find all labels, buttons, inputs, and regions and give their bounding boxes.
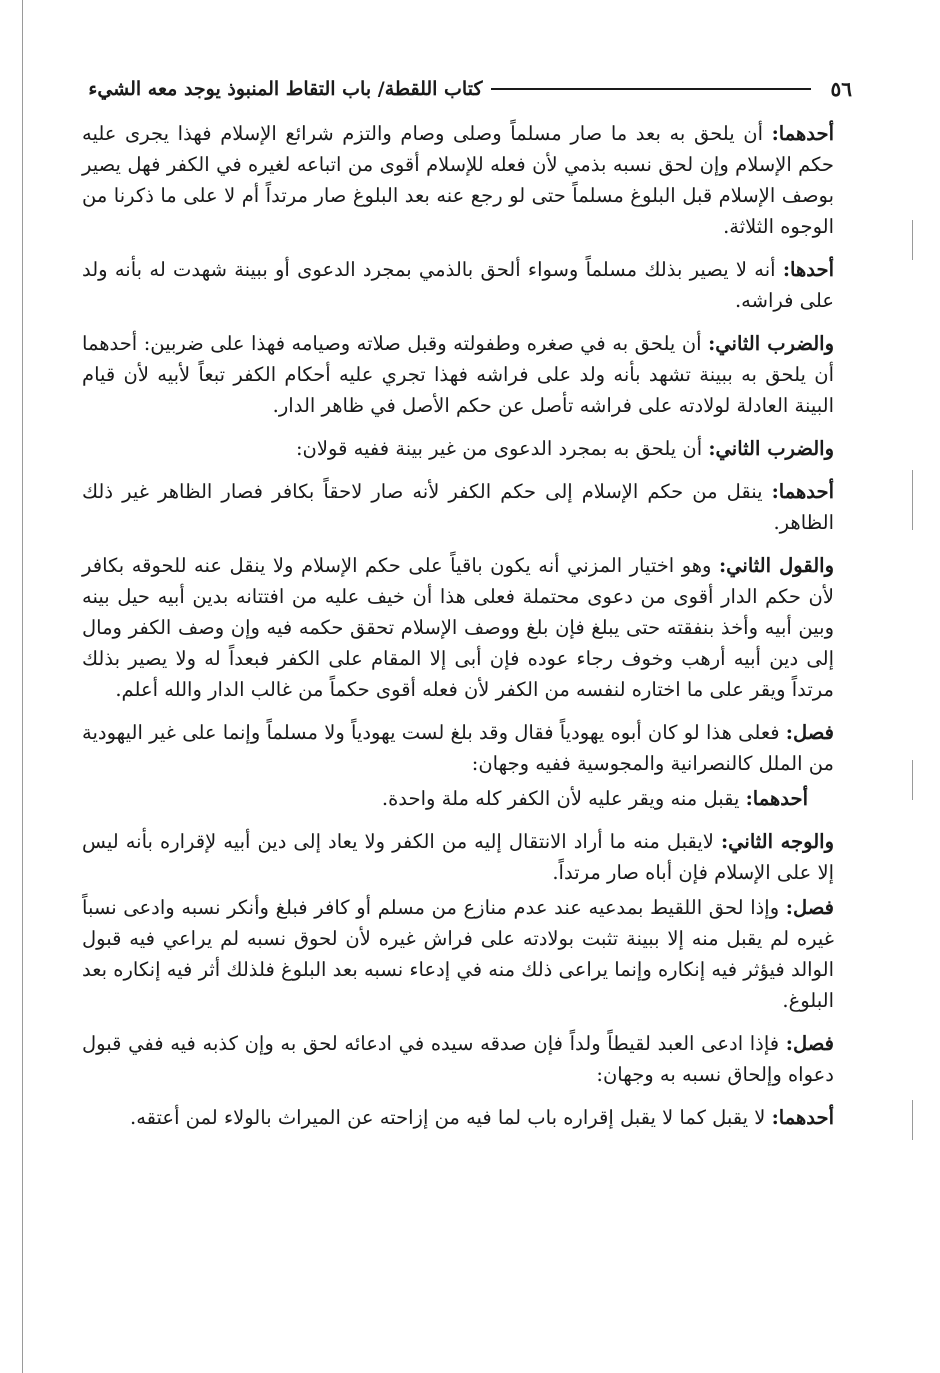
body-text: [82, 118, 834, 1145]
paragraph-lead: أحدهما:: [771, 122, 834, 145]
paragraph: [82, 826, 834, 888]
paragraph: [82, 1102, 834, 1133]
paragraph-lead: والوجه الثاني:: [720, 830, 834, 853]
scan-artifact-line: [912, 760, 913, 800]
paragraph-lead: فصل:: [785, 721, 834, 744]
paragraph-lead: أحدهما:: [771, 480, 834, 503]
paragraph-text: ينقل من حكم الإسلام إلى حكم الكفر لأنه صار لاحقاً بكافر فصار الظاهر غير ذلك الظاهر.: [82, 480, 834, 534]
paragraph-text: وهو اختيار المزني أنه يكون باقياً على حكم الإسلام ولا ينقل عنه للحوقه بكافر لأن حكم الدار أقوى من دعوى محتملة فعلى هذا أن خيف عليه من افتتانه بدين أبيه حيل بينه وبين أبيه وأخذ بنفقته حتى يبلغ فإن بلغ ووصف الإسلام تحقق حكمه فيه وإن وصف الكفر ومال إلى دين أبيه أرهب وخوف رجاء عوده فإن أبى إلا المقام على الكفر فبعداً له ولا يصير بذلك مرتداً ويقر على ما اختاره لنفسه من الكفر لأن فعله أقوى حكماً من غالب الدار والله أعلم.: [82, 554, 834, 701]
page-number: ٥٦: [830, 77, 852, 101]
paragraph-text: أنه لا يصير بذلك مسلماً وسواء ألحق بالذمي بمجرد الدعوى أو ببينة شهدت له بأنه ولد على فراشه.: [82, 258, 834, 312]
paragraph-text: فإذا ادعى العبد لقيطاً ولداً فإن صدقه سيده في ادعائه لحق به وإن كذبه فيه ففي قبول دعواه وإلحاق نسبه به وجهان:: [82, 1032, 834, 1086]
paragraph-text: فعلى هذا لو كان أبوه يهودياً فقال وقد بلغ لست يهودياً ولا مسلماً وإنما على غير اليهودية من الملل كالنصرانية والمجوسية ففيه وجهان:: [82, 721, 834, 775]
paragraph-lead: فصل:: [785, 896, 834, 919]
paragraph-lead: أحدها:: [782, 258, 834, 281]
paragraph: [82, 1028, 834, 1090]
paragraph-text: أن يلحق به بعد ما صار مسلماً وصلى وصام والتزم شرائع الإسلام فهذا يجرى عليه حكم الإسلام وإن لحق نسبه بذمي لأن فعله للإسلام أقوى من اتباعه لغيره في الكفر فهل يصير بوصف الإسلام قبل البلوغ مسلماً حتى لو رجع عنه بعد البلوغ صار مرتداً أم لا على ما ذكرنا من الوجوه الثلاثة.: [82, 122, 834, 238]
paragraph: [82, 433, 834, 464]
paragraph-text: لا يقبل كما لا يقبل إقراره باب لما فيه من إزاحته عن الميراث بالولاء لمن أعتقه.: [130, 1106, 772, 1129]
paragraph-text: لايقبل منه ما أراد الانتقال إليه من الكفر ولا يعاد إلى دين أبيه لإقراره بأنه ليس إلا على الإسلام فإن أباه صار مرتداً.: [82, 830, 834, 884]
paragraph-text: يقبل منه ويقر عليه لأن الكفر كله ملة واحدة.: [381, 787, 746, 810]
paragraph: [82, 783, 834, 814]
paragraph: [82, 254, 834, 316]
page-header: [82, 72, 852, 106]
paragraph: [82, 476, 834, 538]
paragraph-lead: والقول الثاني:: [718, 554, 834, 577]
paragraph: [82, 328, 834, 421]
paragraph-text: أن يلحق به في صغره وطفولته وقبل صلاته وصيامه فهذا على ضربين: أحدهما أن يلحق به ببينة تشهد بأنه ولد على فراشه فهذا تجري عليه أحكام الكفر تبعاً لأبيه لأن قيام البينة العادلة لولادته على فراشه تأصل عن حكم الأصل في ظاهر الدار.: [82, 332, 834, 417]
header-rule: [491, 88, 811, 90]
scan-artifact-line: [912, 470, 913, 530]
paragraph: [82, 118, 834, 242]
paragraph: [82, 892, 834, 1016]
paragraph-text: أن يلحق به بمجرد الدعوى من غير بينة ففيه قولان:: [295, 437, 709, 460]
paragraph-lead: فصل:: [785, 1032, 834, 1055]
paragraph-lead: والضرب الثاني:: [708, 437, 834, 460]
paragraph-lead: والضرب الثاني:: [708, 332, 835, 355]
running-title: كتاب اللقطة/ باب التقاط المنبوذ يوجد معه الشيء: [88, 78, 483, 100]
paragraph: [82, 717, 834, 779]
scan-artifact-line: [912, 1100, 913, 1140]
paragraph-lead: أحدهما:: [745, 787, 808, 810]
scan-artifact-line: [22, 0, 23, 1373]
scan-artifact-line: [912, 220, 913, 260]
paragraph: [82, 550, 834, 705]
paragraph-text: وإذا لحق اللقيط بمدعيه عند عدم منازع من مسلم أو كافر فبلغ وأنكر نسبه وادعى نسباً غيره لم يقبل منه إلا ببينة تثبت بولادته على فراش غيره لأن لحوق نسبه لم يراعي فيه قبول الوالد فيؤثر فيه إنكاره وإنما يراعى ذلك منه في إدعاء نسبه بعد البلوغ فلذلك أثر فيه إنكاره بعد البلوغ.: [82, 896, 834, 1012]
paragraph-lead: أحدهما:: [771, 1106, 834, 1129]
